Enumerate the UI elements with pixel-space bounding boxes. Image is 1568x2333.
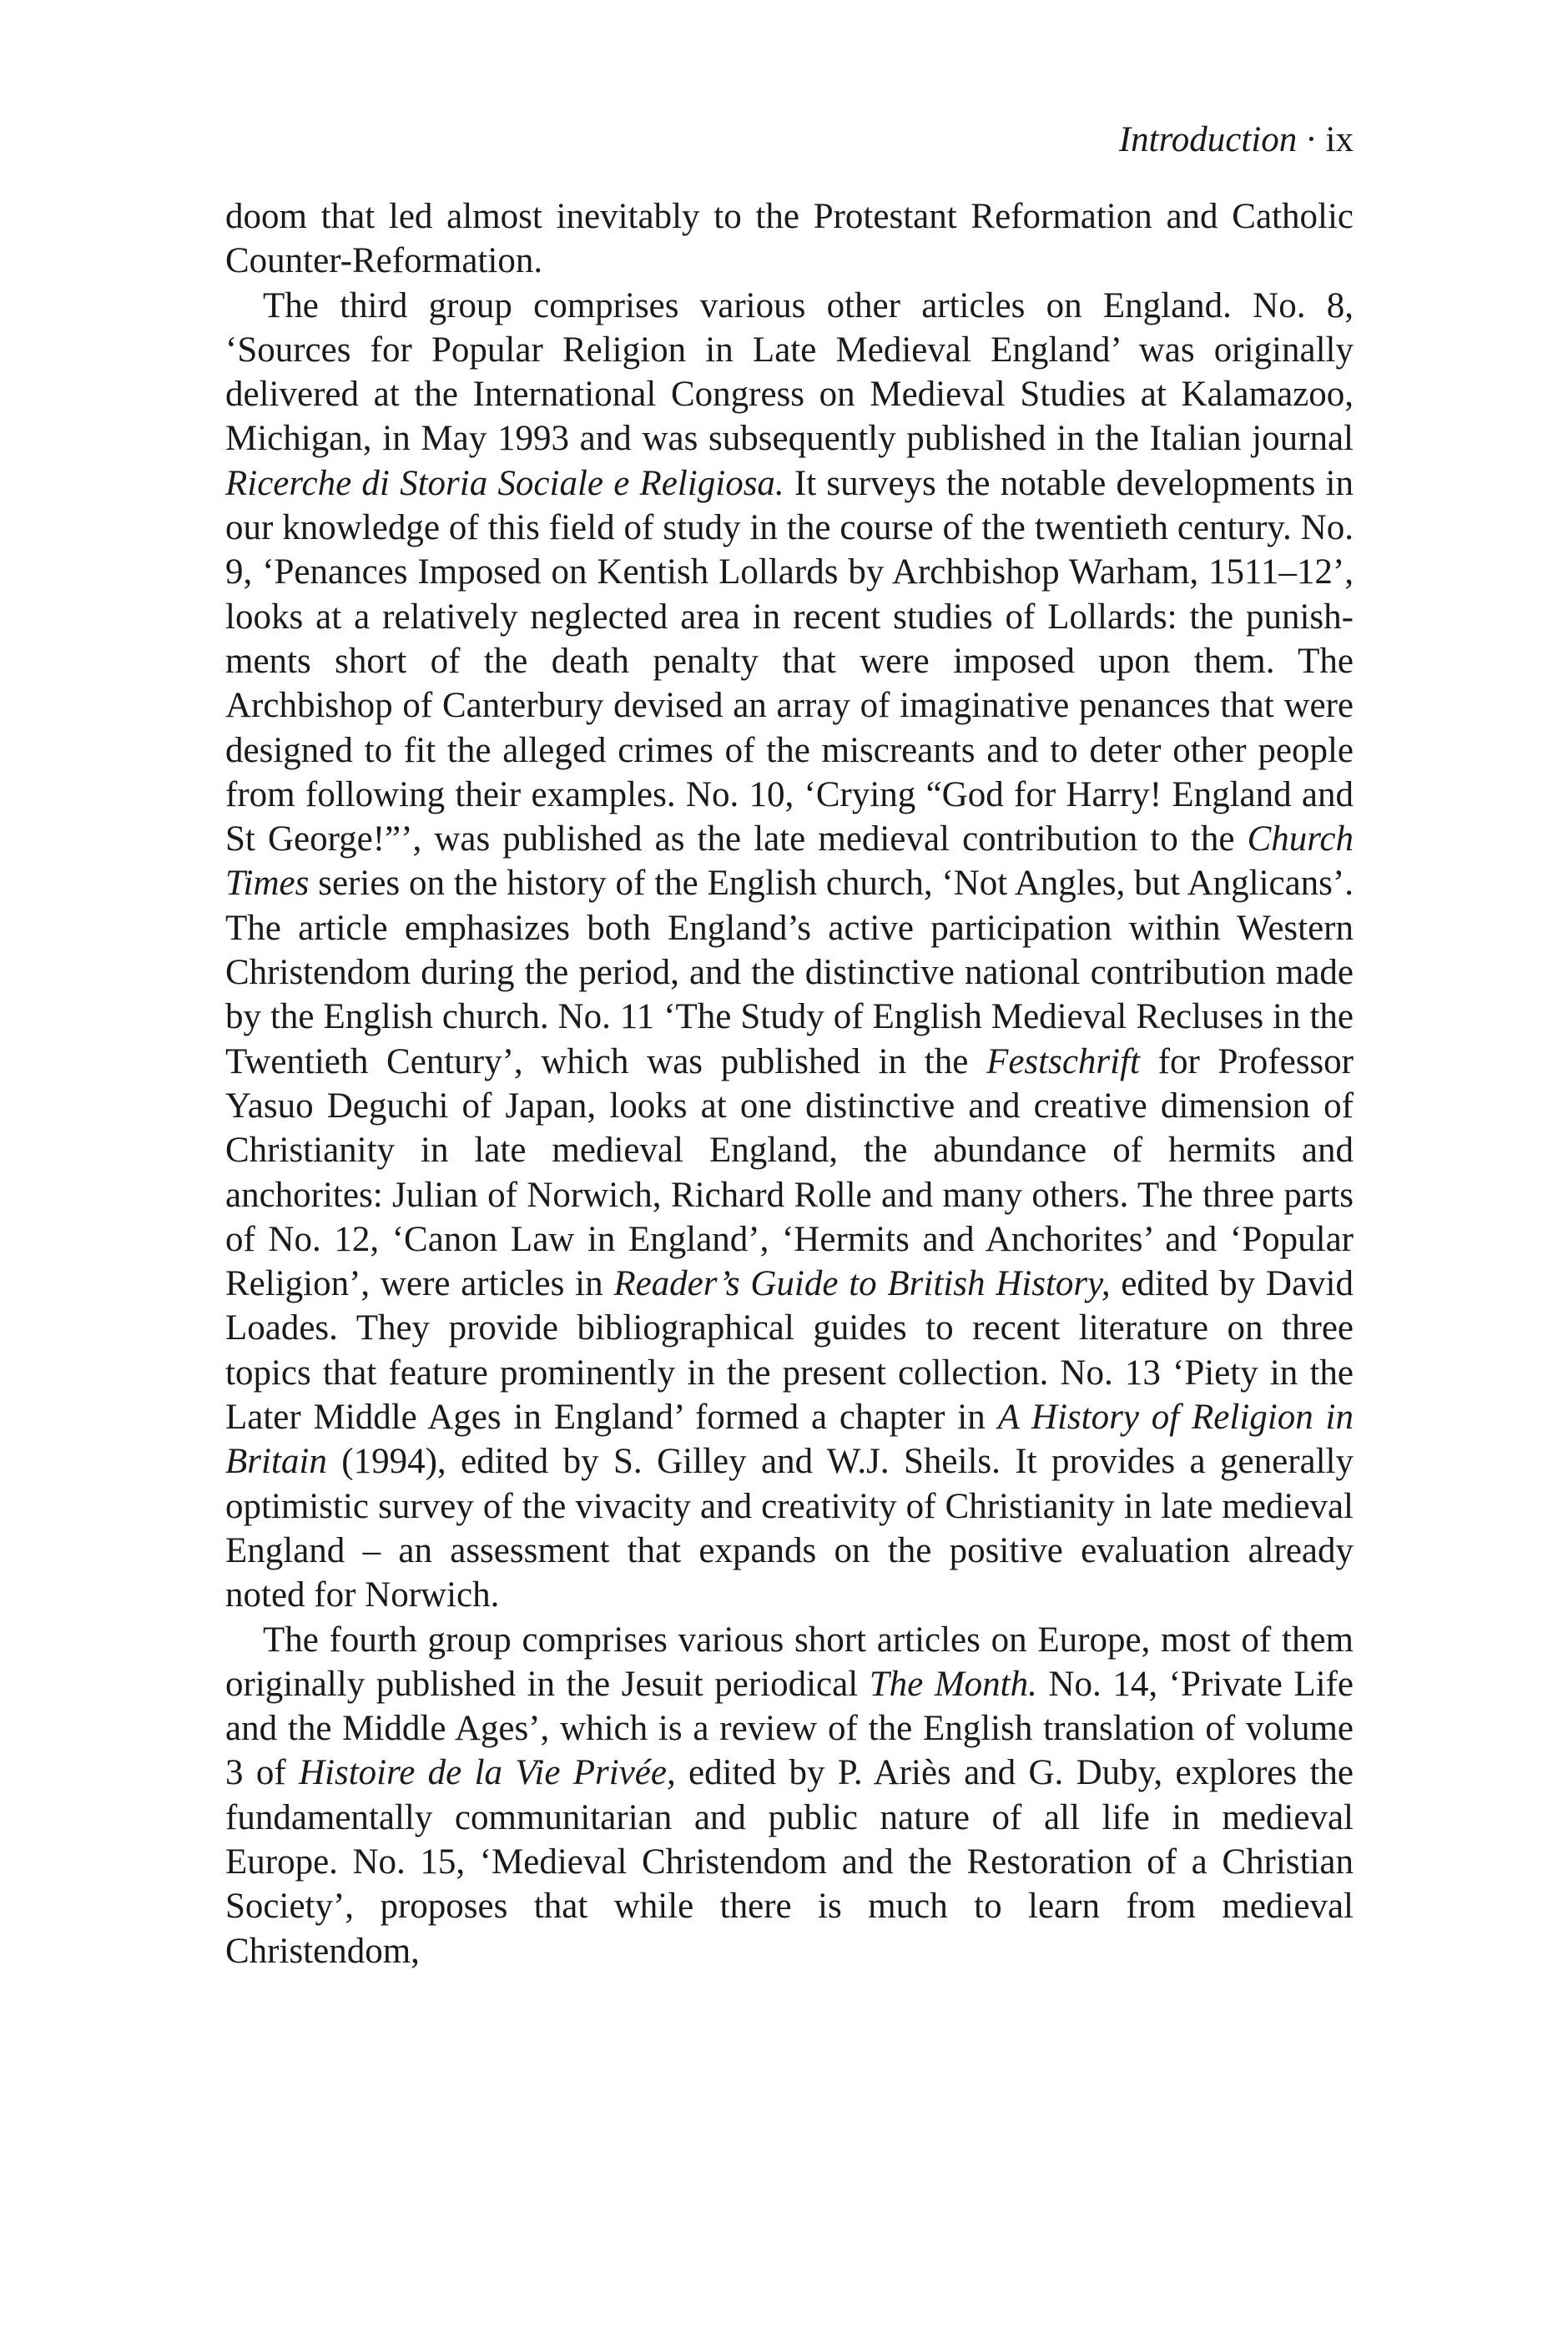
page-number: ix — [1325, 120, 1354, 159]
running-head-section-title: Introduction — [1118, 120, 1298, 159]
italic-text-run: Histoire de la Vie Privée, — [298, 1753, 676, 1793]
italic-text-run: Reader’s Guide to British History, — [613, 1264, 1111, 1304]
paragraph — [225, 194, 1354, 284]
text-run: It surveys the notable developments in our knowledge of this field of study in the course of the twentieth century. No. 9, ‘Penances Imposed on Kentish Lollards by Archbishop Warham, 1511–12’, looks at a relatively neglected area in recent studies of Lollards: the punishments short of the death penalty that were imposed upon them. The Archbishop of Canterbury devised an array of imaginative penances that were designed to fit the alleged crimes of the miscreants and to deter other people from following their examples. No. 10, ‘Crying “God for Harry! England and St George!”’, was published as the late medieval contribution to the — [225, 463, 1354, 859]
running-head-separator: · — [1305, 120, 1318, 159]
text-run: The third group comprises various other articles on England. No. 8, ‘Sources for Popular Religion in Late Medieval England’ was originally delivered at the International Congress on Medieval Studies at Kalamazoo, Michigan, in May 1993 and was subsequently published in the Italian journal — [225, 285, 1354, 459]
running-head — [225, 117, 1354, 164]
text-run: edited by David Loades. They provide bibliographical guides to recent literature on three topics that feature prominently in the present collection. No. 13 ‘Piety in the Later Middle Ages in England’ formed a chapter in — [225, 1264, 1354, 1438]
text-run: for Professor Yasuo Deguchi of Japan, looks at one distinctive and creative dimension of Christianity in late medieval England, the abundance of hermits and anchorites: Julian of Norwich, Richard Rolle and many others. The three parts of No. 12, ‘Canon Law in England’, ‘Hermits and Anchorites’ and ‘Popular Religion’, were articles in — [225, 1041, 1354, 1304]
italic-text-run: Church Times — [225, 819, 1354, 904]
text-run: series on the history of the English church, ‘Not Angles, but Anglicans’. The article emphasizes both England’s active participation within Western Christendom during the period, and the distinctive national contribution made by the English church. No. 11 ‘The Study of English Medieval Recluses in the Twentieth Century’, which was published in the — [225, 864, 1354, 1081]
body-text — [225, 194, 1354, 1973]
italic-text-run: The Month. — [869, 1664, 1037, 1704]
text-run: doom that led almost inevitably to the Protestant Reformation and Catholic Counter-Reformation. — [225, 197, 1354, 281]
italic-text-run: A History of Religion in Britain — [225, 1398, 1354, 1482]
text-run: No. 14, ‘Private Life and the Middle Ages’, which is a review of the English translation of volume 3 of — [225, 1664, 1354, 1793]
text-run: edited by P. Ariès and G. Duby, explores the fundamentally communitarian and public nature of all life in medieval Europe. No. 15, ‘Medieval Christendom and the Restoration of a Christian Society’, proposes that while there is much to learn from medieval Christendom, — [225, 1753, 1354, 1971]
text-run: (1994), edited by S. Gilley and W.J. Sheils. It provides a generally optimistic survey of the vivacity and creativity of Christianity in late medieval England – an assessment that expands on the positive evaluation already noted for Norwich. — [225, 1442, 1354, 1615]
italic-text-run: Festschrift — [986, 1041, 1140, 1081]
italic-text-run: Ricerche di Storia Sociale e Religiosa. — [225, 463, 784, 503]
paragraph — [225, 284, 1354, 1618]
text-run: The fourth group comprises various short articles on Europe, most of them originally published in the Jesuit periodical — [225, 1620, 1354, 1704]
paragraph — [225, 1618, 1354, 1973]
